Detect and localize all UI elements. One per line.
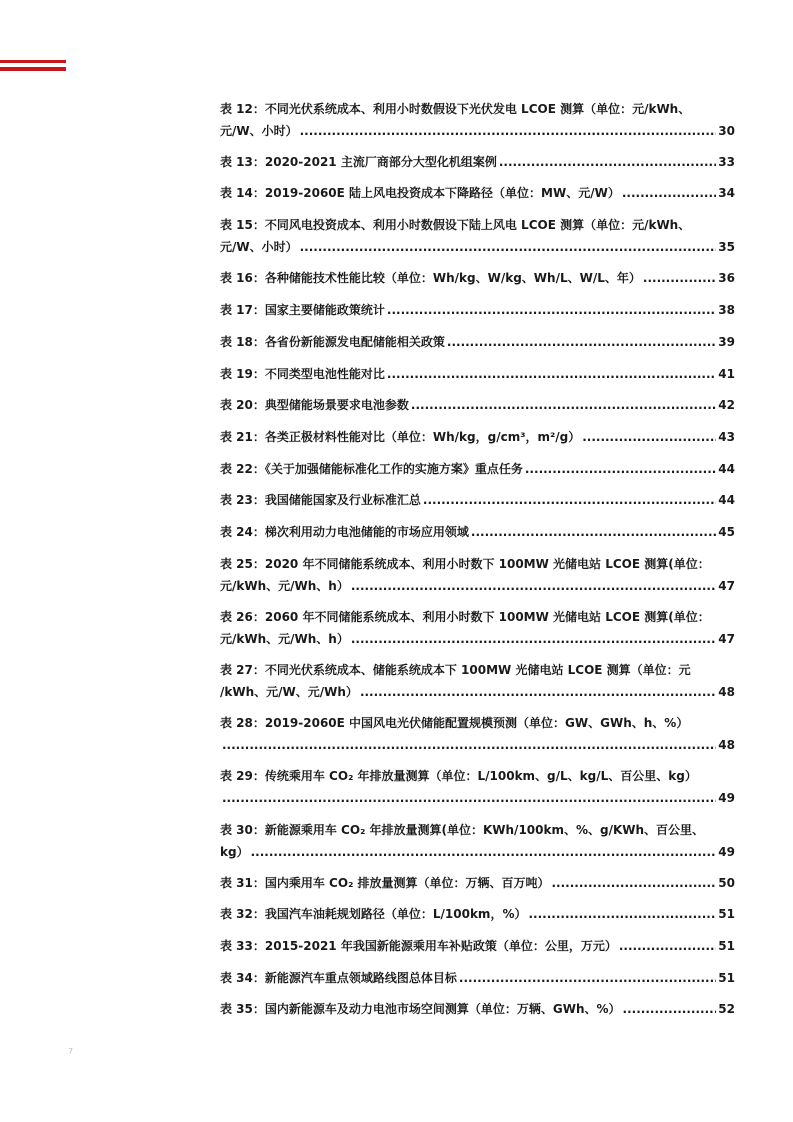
toc-leader-dots [619,936,716,958]
toc-entry-title: 表 33：2015-2021 年我国新能源乘用车补贴政策（单位：公里，万元） [220,939,617,953]
toc-page-number: 47 [718,578,735,593]
toc-leader-dots [387,300,716,322]
toc-leader-dots [222,735,716,757]
toc-entry-title-line1: 表 26：2060 年不同储能系统成本、利用小时数下 100MW 光储电站 LCOE 测算(单位： [220,610,710,624]
header-accent-bar-bottom [0,67,66,71]
toc-leader-dots [411,395,716,417]
toc-entry-title: 表 34：新能源汽车重点领域路线图总体目标 [220,971,457,985]
toc-page-number: 51 [718,939,735,953]
toc-entry-title: kg） [220,844,249,859]
toc-entry[interactable] [220,820,735,863]
toc-page-number: 36 [718,271,735,285]
toc-leader-dots [351,629,716,651]
toc-entry[interactable] [220,713,735,756]
toc-entry[interactable] [220,904,735,926]
toc-entry-title-line1: 表 27：不同光伏系统成本、储能系统成本下 100MW 光储电站 LCOE 测算（单位：元 [220,663,691,677]
toc-entry-title: 表 14：2019-2060E 陆上风电投资成本下降路径（单位：MW、元/W） [220,186,620,200]
toc-entry[interactable] [220,183,735,205]
toc-entry[interactable] [220,607,735,650]
toc-entry-title-line1: 表 30：新能源乘用车 CO₂ 年排放量测算(单位：KWh/100km、%、g/KWh、百公里、 [220,823,705,837]
toc-entry[interactable] [220,99,735,142]
toc-leader-dots [643,268,716,290]
toc-entry[interactable] [220,999,735,1021]
toc-entry-title: 表 13：2020-2021 主流厂商部分大型化机组案例 [220,155,497,169]
toc-leader-dots [528,904,716,926]
toc-page-number: 33 [718,155,735,169]
toc-page-number: 51 [718,907,735,921]
toc-leader-dots [251,842,717,864]
toc-leader-dots [423,490,716,512]
toc-entry-title: 表 32：我国汽车油耗规划路径（单位：L/100km，%） [220,907,527,921]
toc-entry-title: 表 22：《关于加强储能标准化工作的实施方案》重点任务 [220,462,523,476]
toc-entry[interactable] [220,268,735,290]
toc-entry-title: 元/W、小时） [220,239,298,254]
toc-entry-title: 元/kWh、元/Wh、h） [220,631,349,646]
toc-page-number: 45 [718,525,735,539]
toc-entry[interactable] [220,936,735,958]
toc-entry-title: 表 31：国内乘用车 CO₂ 排放量测算（单位：万辆、百万吨） [220,876,550,890]
toc-entry-title: 表 35：国内新能源车及动力电池市场空间测算（单位：万辆、GWh、%） [220,1002,621,1016]
toc-leader-dots [447,332,716,354]
toc-leader-dots [300,237,717,259]
toc-leader-dots [459,968,716,990]
toc-page-number: 34 [718,186,735,200]
toc-leader-dots [471,522,716,544]
toc-leader-dots [351,576,716,598]
toc-entry[interactable] [220,152,735,174]
page-number: 7 [68,1047,74,1056]
toc-leader-dots [525,459,716,481]
toc-leader-dots [300,121,717,143]
toc-entry[interactable] [220,660,735,703]
toc-page-number: 47 [718,631,735,646]
toc-entry[interactable] [220,395,735,417]
toc-page-number: 35 [718,239,735,254]
toc-entry-title: 表 24：梯次利用动力电池储能的市场应用领域 [220,525,469,539]
toc-leader-dots [499,152,716,174]
toc-entry-title: 表 18：各省份新能源发电配储能相关政策 [220,335,445,349]
header-accent-bar-top [0,60,66,63]
toc-entry[interactable] [220,332,735,354]
toc-entry[interactable] [220,300,735,322]
toc-page-number: 41 [718,367,735,381]
toc-entry-title-line1: 表 12：不同光伏系统成本、利用小时数假设下光伏发电 LCOE 测算（单位：元/kWh、 [220,102,691,116]
toc-page-number: 39 [718,335,735,349]
toc-entry-title: 表 23：我国储能国家及行业标准汇总 [220,493,421,507]
toc-entry[interactable] [220,766,735,809]
toc-page-number: 43 [718,430,735,444]
toc-entry[interactable] [220,873,735,895]
toc-entry-title-line1: 表 28：2019-2060E 中国风电光伏储能配置规模预测（单位：GW、GWh、h、%） [220,716,689,730]
toc-leader-dots [582,427,716,449]
toc-entry-title-line1: 表 25：2020 年不同储能系统成本、利用小时数下 100MW 光储电站 LCOE 测算(单位： [220,557,710,571]
toc-leader-dots [360,682,716,704]
toc-entry-title-line1: 表 15：不同风电投资成本、利用小时数假设下陆上风电 LCOE 测算（单位：元/kWh、 [220,218,691,232]
toc-page-number: 42 [718,398,735,412]
toc-page-number: 51 [718,971,735,985]
toc-leader-dots [622,183,716,205]
toc-entry-title: 表 17：国家主要储能政策统计 [220,303,385,317]
toc-page-number: 30 [718,123,735,138]
toc-entry-title: 表 16：各种储能技术性能比较（单位：Wh/kg、W/kg、Wh/L、W/L、年） [220,271,641,285]
toc-page-number: 48 [718,737,735,752]
toc-leader-dots [552,873,717,895]
toc-leader-dots [222,788,716,810]
toc-entry[interactable] [220,554,735,597]
toc-page-number: 44 [718,493,735,507]
toc-entry[interactable] [220,490,735,512]
toc-entry[interactable] [220,459,735,481]
toc-entry-title-line1: 表 29：传统乘用车 CO₂ 年排放量测算（单位：L/100km、g/L、kg/L、百公里、kg） [220,769,697,783]
toc-page-number: 50 [718,876,735,890]
toc-entry[interactable] [220,215,735,258]
toc-page-number: 38 [718,303,735,317]
toc-leader-dots [387,364,716,386]
toc-page-number: 44 [718,462,735,476]
toc-entry-title: 表 21：各类正极材料性能对比（单位：Wh/kg，g/cm³，m²/g） [220,430,581,444]
toc-entry[interactable] [220,364,735,386]
toc-page-number: 49 [718,844,735,859]
toc-leader-dots [623,999,717,1021]
toc-page-number: 48 [718,684,735,699]
toc-entry-title: 表 20：典型储能场景要求电池参数 [220,398,409,412]
toc-page-number: 52 [718,1002,735,1016]
toc-entry[interactable] [220,522,735,544]
toc-page-number: 49 [718,790,735,805]
toc-entry[interactable] [220,968,735,990]
toc-entry-title: 元/kWh、元/Wh、h） [220,578,349,593]
toc-entry-title: /kWh、元/W、元/Wh） [220,684,358,699]
toc-entry[interactable] [220,427,735,449]
toc-entry-title: 元/W、小时） [220,123,298,138]
toc-entry-title: 表 19：不同类型电池性能对比 [220,367,385,381]
